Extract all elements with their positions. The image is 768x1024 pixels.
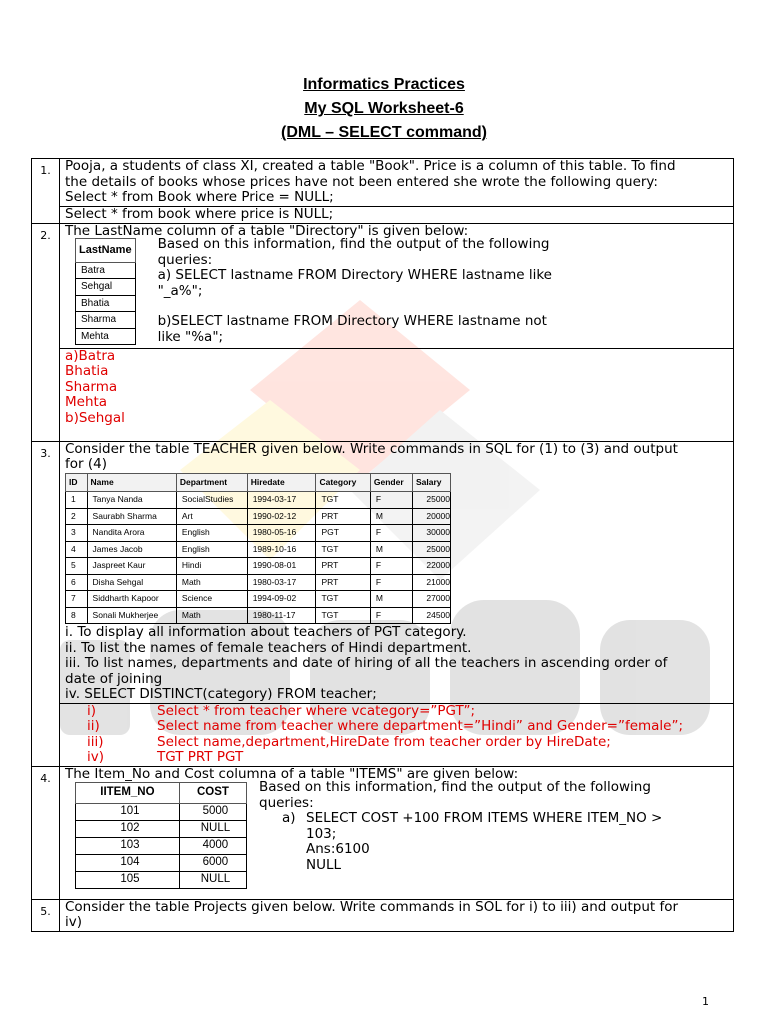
answer-3-row xyxy=(32,703,734,766)
query-line: like "%a"; xyxy=(157,328,224,345)
items-table xyxy=(75,782,247,889)
question-line: Select * from Book where Price = NULL; xyxy=(65,189,334,205)
table-cell: 1994-03-17 xyxy=(247,492,316,509)
table-cell: Science xyxy=(176,591,247,608)
column-header: Category xyxy=(316,473,370,492)
question-number: 5. xyxy=(32,899,60,931)
table-cell: Art xyxy=(176,508,247,525)
teacher-table xyxy=(65,473,451,625)
table-cell: NULL xyxy=(179,871,246,888)
table-cell: M xyxy=(370,508,412,525)
answer-text xyxy=(60,703,734,766)
table-cell: 6000 xyxy=(179,854,246,871)
column-header: Name xyxy=(87,473,176,492)
question-line: iv. SELECT DISTINCT(category) FROM teacher; xyxy=(65,686,377,702)
table-row xyxy=(66,607,451,624)
table-cell: 103 xyxy=(76,837,180,854)
answer-text xyxy=(60,348,734,441)
table-cell: PRT xyxy=(316,574,370,591)
table-cell: F xyxy=(370,558,412,575)
answer-line: a)Batra xyxy=(65,347,116,364)
table-cell: 2 xyxy=(66,508,88,525)
table-cell: F xyxy=(370,492,412,509)
table-cell: Disha Sehgal xyxy=(87,574,176,591)
answer-index: ii) xyxy=(87,718,100,734)
query-line: a) SELECT lastname FROM Directory WHERE lastname like xyxy=(157,267,552,283)
question-3-row xyxy=(32,441,734,703)
column-header: Department xyxy=(176,473,247,492)
table-row xyxy=(76,820,247,837)
query-line xyxy=(158,299,552,314)
query-text xyxy=(259,780,662,889)
table-row xyxy=(66,541,451,558)
table-cell: M xyxy=(370,541,412,558)
answer-text: Select * from book where price is NULL; xyxy=(60,206,734,223)
question-line: iii. To list names, departments and date of hiring of all the teachers in ascending order of xyxy=(65,655,668,671)
answer-1-row xyxy=(32,206,734,223)
table-cell: NULL xyxy=(179,820,246,837)
table-cell: 1994-09-02 xyxy=(247,591,316,608)
table-cell: Bhatia xyxy=(76,295,136,312)
query-line: Based on this information, find the output of the following xyxy=(157,236,550,252)
question-text xyxy=(60,766,734,899)
answer-line: Select * from teacher where vcategory=”PGT”; xyxy=(157,702,476,719)
table-cell: 1989-10-16 xyxy=(247,541,316,558)
table-cell: PRT xyxy=(316,558,370,575)
table-cell: M xyxy=(370,591,412,608)
question-number: 2. xyxy=(32,223,60,441)
table-cell: Sharma xyxy=(76,312,136,329)
question-line: Pooja, a students of class XI, created a table "Book". Price is a column of this table. To find xyxy=(65,158,676,174)
table-header-row xyxy=(76,783,247,804)
question-line: for (4) xyxy=(65,456,107,472)
question-line: i. To display all information about teachers of PGT category. xyxy=(65,624,467,640)
table-cell: 27000 xyxy=(412,591,450,608)
question-number: 4. xyxy=(32,766,60,899)
table-cell: Batra xyxy=(76,262,136,279)
table-cell: 25000 xyxy=(412,541,450,558)
answer-line: b)Sehgal xyxy=(65,409,125,426)
column-header: ID xyxy=(66,473,88,492)
lastname-table xyxy=(75,238,136,345)
column-header: LastName xyxy=(76,239,136,263)
page-number: 1 xyxy=(702,995,709,1008)
table-cell: 20000 xyxy=(412,508,450,525)
table-cell: 1980-05-16 xyxy=(247,525,316,542)
table-cell: Math xyxy=(176,607,247,624)
table-cell: Sehgal xyxy=(76,279,136,296)
query-line: queries: xyxy=(259,794,314,811)
subject-title: Informatics Practices xyxy=(303,76,465,93)
query-line: SELECT COST +100 FROM ITEMS WHERE ITEM_NO > xyxy=(306,810,663,826)
table-cell: Nandita Arora xyxy=(87,525,176,542)
table-cell: 30000 xyxy=(412,525,450,542)
table-cell: 1990-08-01 xyxy=(247,558,316,575)
query-text xyxy=(158,237,552,345)
column-header: Hiredate xyxy=(247,473,316,492)
table-row xyxy=(76,837,247,854)
question-line: Consider the table TEACHER given below. Write commands in SQL for (1) to (3) and output xyxy=(65,440,678,457)
table-row xyxy=(66,525,451,542)
table-cell: TGT xyxy=(316,492,370,509)
column-header: COST xyxy=(179,783,246,804)
table-row xyxy=(66,591,451,608)
table-cell: F xyxy=(370,607,412,624)
answer-line: Select name from teacher where department=”Hindi” and Gender=”female”; xyxy=(157,718,684,734)
topic-title: (DML – SELECT command) xyxy=(281,124,487,141)
question-line: Consider the table Projects given below. Write commands in SOL for i) to iii) and output for xyxy=(65,898,679,915)
table-header-row xyxy=(66,473,451,492)
table-cell: Sonali Mukherjee xyxy=(87,607,176,624)
table-cell: 4000 xyxy=(179,837,246,854)
question-text xyxy=(60,441,734,703)
question-line: The Item_No and Cost columna of a table "ITEMS" are given below: xyxy=(65,765,519,782)
table-row xyxy=(76,803,247,820)
table-cell: Hindi xyxy=(176,558,247,575)
question-text xyxy=(60,223,734,348)
column-header: Salary xyxy=(412,473,450,492)
table-cell: TGT xyxy=(316,591,370,608)
answer-line: TGT PRT PGT xyxy=(157,749,244,765)
table-cell: F xyxy=(370,574,412,591)
table-cell: 8 xyxy=(66,607,88,624)
table-cell: 6 xyxy=(66,574,88,591)
answer-line: Ans:6100 xyxy=(306,841,370,857)
table-cell: Jaspreet Kaur xyxy=(87,558,176,575)
table-cell: SocialStudies xyxy=(176,492,247,509)
query-line: "_a%"; xyxy=(157,282,203,299)
table-cell: 21000 xyxy=(412,574,450,591)
table-cell: 1980-11-17 xyxy=(247,607,316,624)
answer-line: Mehta xyxy=(65,394,108,410)
query-line: queries: xyxy=(157,251,213,268)
answer-index: i) xyxy=(87,702,97,719)
answer-line: Bhatia xyxy=(65,363,109,379)
query-line: 103; xyxy=(306,825,337,842)
table-cell: 25000 xyxy=(412,492,450,509)
table-cell: 3 xyxy=(66,525,88,542)
question-number: 1. xyxy=(32,159,60,224)
table-cell: TGT xyxy=(316,541,370,558)
table-cell: James Jacob xyxy=(87,541,176,558)
table-cell: 101 xyxy=(76,803,180,820)
query-index: a) xyxy=(282,810,296,826)
table-cell: 24500 xyxy=(412,607,450,624)
answer-2-row xyxy=(32,348,734,441)
table-cell: Mehta xyxy=(76,328,136,345)
table-cell: Siddharth Kapoor xyxy=(87,591,176,608)
table-cell: F xyxy=(370,525,412,542)
table-cell: 104 xyxy=(76,854,180,871)
table-row xyxy=(76,854,247,871)
question-line: iv) xyxy=(65,914,83,930)
question-5-row xyxy=(32,899,734,931)
question-line: date of joining xyxy=(65,670,163,687)
table-row xyxy=(66,492,451,509)
table-cell: Saurabh Sharma xyxy=(87,508,176,525)
table-row xyxy=(66,574,451,591)
table-cell: 5000 xyxy=(179,803,246,820)
table-cell: TGT xyxy=(316,607,370,624)
table-cell: English xyxy=(176,541,247,558)
worksheet-title: My SQL Worksheet-6 xyxy=(304,100,464,117)
question-line: ii. To list the names of female teachers of Hindi department. xyxy=(65,639,472,656)
table-row xyxy=(66,508,451,525)
table-cell: 4 xyxy=(66,541,88,558)
answer-line: Sharma xyxy=(65,378,118,395)
table-cell: English xyxy=(176,525,247,542)
column-header: Gender xyxy=(370,473,412,492)
table-row xyxy=(66,558,451,575)
table-cell: Tanya Nanda xyxy=(87,492,176,509)
question-number: 3. xyxy=(32,441,60,766)
answer-index: iv) xyxy=(87,749,105,765)
question-line: the details of books whose prices have not been entered she wrote the following query: xyxy=(65,173,658,190)
column-header: IITEM_NO xyxy=(76,783,180,804)
table-cell: 22000 xyxy=(412,558,450,575)
question-4-row xyxy=(32,766,734,899)
table-cell: 105 xyxy=(76,871,180,888)
table-cell: 102 xyxy=(76,820,180,837)
table-cell: PRT xyxy=(316,508,370,525)
answer-line: NULL xyxy=(306,856,342,873)
worksheet-table xyxy=(31,158,734,932)
table-cell: Math xyxy=(176,574,247,591)
table-cell: 7 xyxy=(66,591,88,608)
question-line: The LastName column of a table "Directory" is given below: xyxy=(65,222,469,239)
query-line: Based on this information, find the output of the following xyxy=(259,779,651,795)
table-cell: 1 xyxy=(66,492,88,509)
question-text xyxy=(60,159,734,207)
answer-line: Select name,department,HireDate from teacher order by HireDate; xyxy=(157,733,611,750)
question-2-row xyxy=(32,223,734,348)
question-text xyxy=(60,899,734,931)
table-cell: 1990-02-12 xyxy=(247,508,316,525)
query-line: b)SELECT lastname FROM Directory WHERE lastname not xyxy=(157,313,547,329)
table-row xyxy=(76,871,247,888)
table-cell: 5 xyxy=(66,558,88,575)
table-cell: 1980-03-17 xyxy=(247,574,316,591)
table-cell: PGT xyxy=(316,525,370,542)
question-1-row xyxy=(32,159,734,207)
answer-index: iii) xyxy=(87,733,104,750)
